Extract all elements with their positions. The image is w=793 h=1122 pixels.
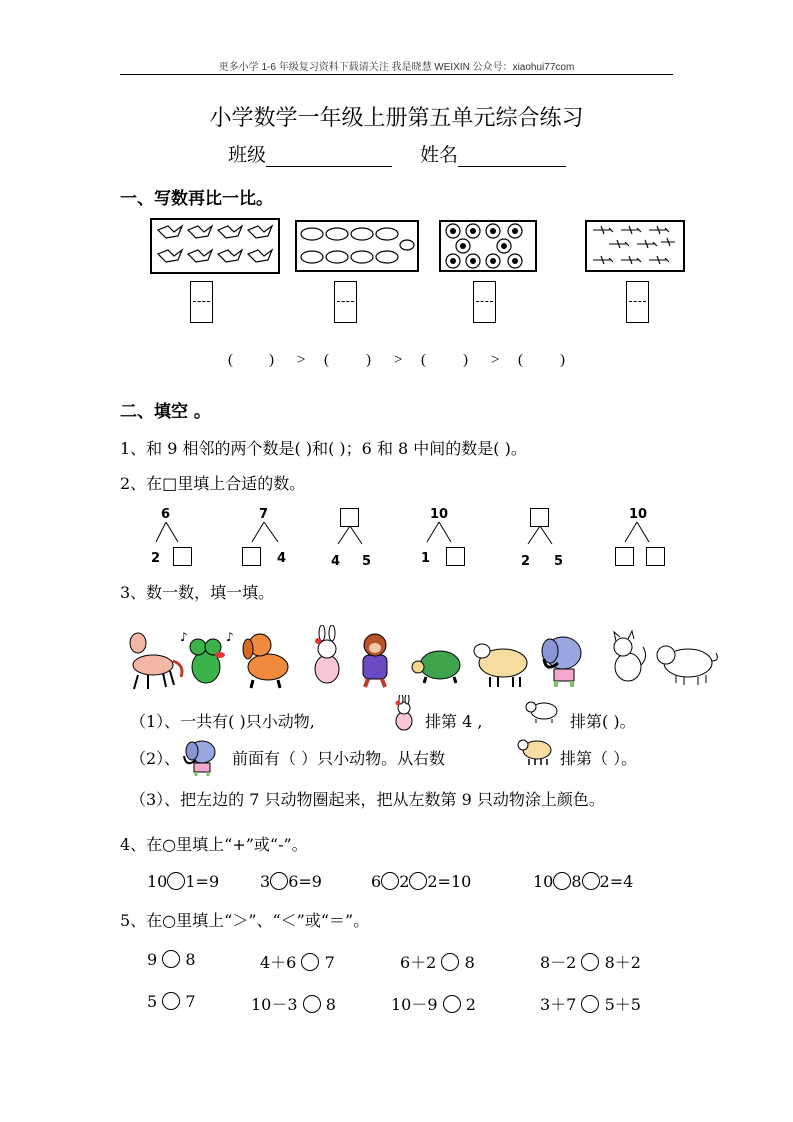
q5-r2-c1-circle[interactable]	[162, 992, 180, 1010]
q5-r2-c4-b: 5＋5	[604, 995, 641, 1014]
q5-r2-c4-a: 3＋7	[540, 995, 577, 1014]
question-2: 2、在□里填上合适的数。	[120, 474, 306, 493]
q3-2-text-b: 前面有（ ）只小动物。从右数	[232, 749, 446, 768]
q4-4-b: 8	[571, 872, 582, 891]
q4-item-2	[260, 872, 322, 891]
pig-icon	[657, 646, 717, 685]
class-blank[interactable]	[266, 146, 392, 167]
q3-3-text: （3）、把左边的 7 只动物圈起来，把从左数第 9 只动物涂上颜色。	[130, 790, 605, 809]
answer-box-shells[interactable]	[334, 281, 357, 323]
class-label: 班级	[228, 144, 267, 166]
q4-4-circle-1[interactable]	[553, 872, 571, 890]
answer-box-pigeons[interactable]	[190, 281, 213, 323]
turtle-icon	[412, 651, 460, 683]
airplane-group-image	[585, 220, 685, 272]
answer-box-airplanes[interactable]	[626, 281, 649, 323]
tree3-top-box[interactable]	[340, 508, 359, 527]
question-4: 4、在○里填上“+”或“-”。	[120, 835, 308, 854]
class-field	[228, 140, 392, 167]
tree1-right-box[interactable]	[173, 547, 192, 566]
tree2-left-box[interactable]	[242, 547, 261, 566]
q4-3-b: 2	[399, 872, 410, 891]
q5-r1-c4	[540, 950, 641, 973]
q4-3-c: 2=10	[427, 872, 472, 891]
q5-r1-c4-b: 8＋2	[604, 953, 641, 972]
sheep-icon	[474, 644, 527, 687]
question-3: 3、数一数，填一填。	[120, 583, 275, 602]
q5-r1-c2-circle[interactable]	[301, 953, 319, 971]
svg-text:♪: ♪	[226, 630, 234, 644]
q4-3-circle-2[interactable]	[409, 872, 427, 890]
tree4-right-box[interactable]	[446, 547, 465, 566]
tree5-left: 2	[521, 554, 531, 569]
q5-r1-c1-a: 9	[147, 950, 158, 969]
name-blank[interactable]	[458, 146, 566, 167]
name-label: 姓名	[420, 144, 459, 166]
q4-4-circle-2[interactable]	[582, 872, 600, 890]
section2-heading: 二、填空 。	[120, 402, 211, 422]
name-field	[420, 140, 566, 167]
q5-r1-c4-circle[interactable]	[581, 953, 599, 971]
q5-r2-c2-b: 8	[325, 995, 336, 1014]
svg-text:♪: ♪	[180, 630, 188, 644]
shell-group-image	[295, 220, 419, 272]
monkey-icon	[363, 634, 387, 687]
rabbit-icon	[315, 625, 339, 683]
pig-icon	[522, 699, 560, 725]
paren-close-2: )	[366, 352, 371, 368]
tree2-top: 7	[259, 507, 269, 522]
dog-icon	[243, 634, 288, 688]
q4-item-4	[533, 872, 633, 891]
q4-4-c: 2=4	[599, 872, 634, 891]
tree6-right-box[interactable]	[646, 547, 665, 566]
paren-open-2: (	[324, 352, 329, 368]
paren-close-1: )	[269, 352, 274, 368]
q3-1-text-c: 排第( )。	[570, 712, 636, 731]
q5-r1-c2-b: 7	[324, 953, 335, 972]
paren-open-1: (	[228, 352, 233, 368]
q5-r2-c2-a: 10－3	[251, 995, 298, 1014]
paren-open-3: (	[421, 352, 426, 368]
q5-r2-c1-b: 7	[185, 992, 196, 1011]
q4-4-a: 10	[533, 872, 554, 891]
question-1: 1、和 9 相邻的两个数是( )和( )；6 和 8 中间的数是( )。	[120, 439, 527, 458]
q5-r2-c1-a: 5	[147, 992, 158, 1011]
tree1-left: 2	[151, 551, 161, 566]
sheep-icon	[515, 737, 553, 767]
q3-2-text-c: 排第（ ）。	[560, 749, 638, 768]
paren-close-4: )	[560, 352, 565, 368]
q5-r1-c4-a: 8－2	[540, 953, 577, 972]
q4-2-a: 3	[260, 872, 271, 891]
tree6-left-box[interactable]	[615, 547, 634, 566]
cat-icon	[614, 631, 646, 681]
q4-2-b: 6=9	[288, 872, 322, 891]
elephant-icon	[180, 738, 220, 778]
q5-r1-c2-a: 4＋6	[260, 953, 297, 972]
q3-2-text-a: （2）、	[130, 749, 181, 768]
q5-r1-c2	[260, 950, 335, 973]
q4-3-circle-1[interactable]	[381, 872, 399, 890]
q5-r2-c3-circle[interactable]	[443, 995, 461, 1013]
tree4-left: 1	[421, 551, 431, 566]
animals-row-image	[118, 625, 718, 693]
q5-r2-c1	[147, 992, 196, 1011]
q4-3-a: 6	[371, 872, 382, 891]
frog-icon	[180, 630, 234, 683]
question-5: 5、在○里填上“＞”、“＜”或“＝”。	[120, 911, 370, 930]
section1-heading: 一、写数再比一比。	[120, 189, 273, 209]
q5-r2-c3	[391, 992, 476, 1015]
q5-r1-c1-b: 8	[185, 950, 196, 969]
q5-r1-c3-a: 6＋2	[400, 953, 437, 972]
rabbit-icon	[389, 695, 419, 731]
answer-box-balls[interactable]	[473, 281, 496, 323]
q5-r2-c4	[540, 992, 641, 1015]
page-header: 更多小学 1-6 年级复习资料下载请关注 我是晓慧 WEIXIN 公众号：xiaohui77com	[218, 62, 575, 73]
q5-r1-c3-b: 8	[464, 953, 475, 972]
tree5-right: 5	[554, 554, 564, 569]
q5-r1-c1	[147, 950, 196, 969]
gt-sign-3: >	[491, 352, 500, 368]
q5-r2-c3-a: 10－9	[391, 995, 438, 1014]
gt-sign-1: >	[297, 352, 306, 368]
q5-r1-c3-circle[interactable]	[441, 953, 459, 971]
tree1-top: 6	[161, 507, 171, 522]
q3-1-text-b: 排第 4 ,	[425, 712, 483, 731]
q5-r1-c1-circle[interactable]	[162, 950, 180, 968]
q5-r2-c3-b: 2	[465, 995, 476, 1014]
pigeon-group-image	[150, 218, 280, 274]
q4-1-b: 1=9	[185, 872, 220, 891]
tree5-top-box[interactable]	[530, 508, 549, 527]
paren-open-4: (	[518, 352, 523, 368]
soccer-ball-group-image	[439, 220, 537, 272]
q5-r2-c4-circle[interactable]	[581, 995, 599, 1013]
horse-icon	[130, 633, 182, 689]
q3-1-text-a: （1）、一共有( )只小动物,	[130, 712, 315, 731]
q4-2-circle[interactable]	[270, 872, 288, 890]
q5-r2-c2-circle[interactable]	[303, 995, 321, 1013]
tree4-top: 10	[430, 507, 449, 522]
tree3-left: 4	[331, 554, 341, 569]
q4-item-3	[371, 872, 471, 891]
tree6-top: 10	[629, 507, 648, 522]
page-title: 小学数学一年级上册第五单元综合练习	[209, 106, 584, 131]
q5-r2-c2	[251, 992, 336, 1015]
tree2-right: 4	[277, 551, 287, 566]
gt-sign-2: >	[394, 352, 403, 368]
q5-r1-c3	[400, 950, 475, 973]
q4-1-a: 10	[147, 872, 168, 891]
header-divider	[120, 74, 673, 75]
tree3-right: 5	[362, 554, 372, 569]
q4-item-1	[147, 872, 219, 891]
q4-1-circle[interactable]	[167, 872, 185, 890]
paren-close-3: )	[463, 352, 468, 368]
elephant-icon	[542, 637, 581, 687]
